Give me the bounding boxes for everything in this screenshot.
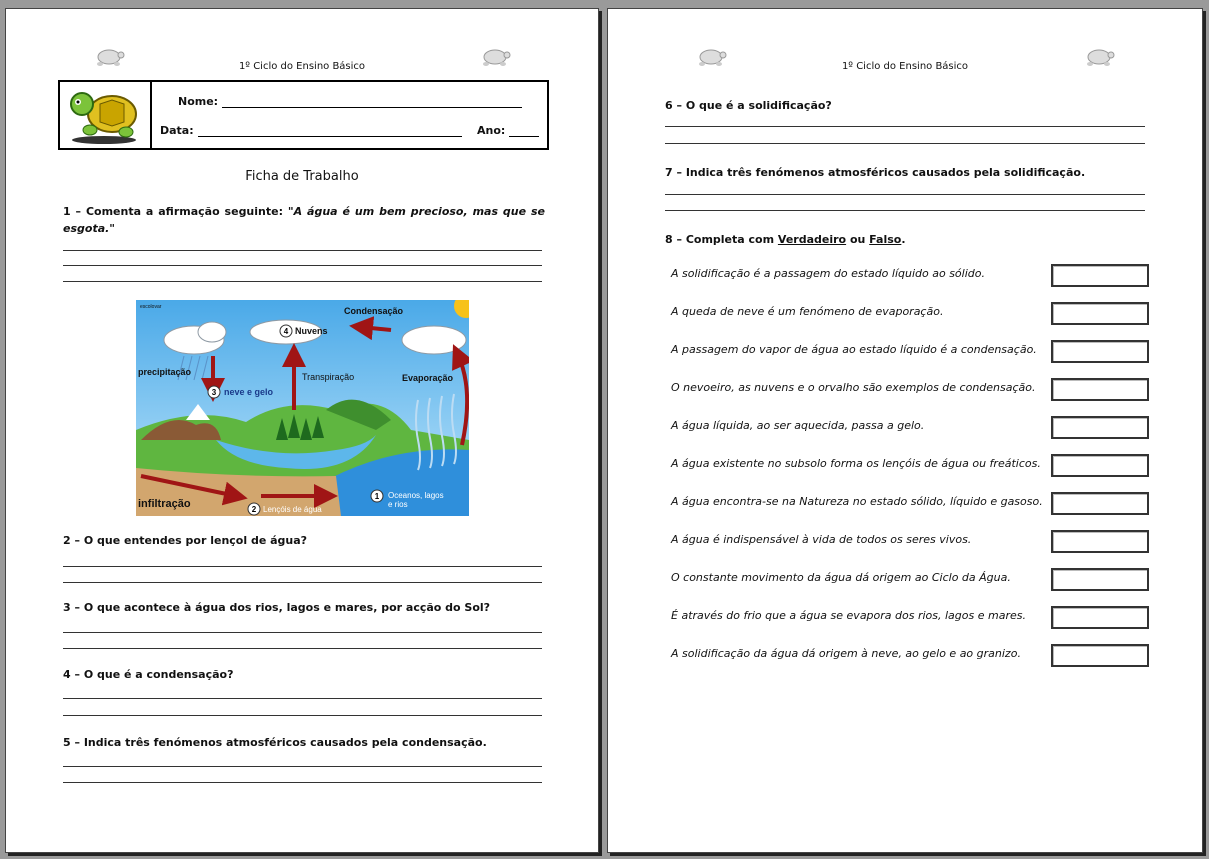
answer-line[interactable] — [63, 648, 542, 649]
label-evaporacao: Evaporação — [402, 373, 454, 383]
answer-box[interactable] — [1051, 264, 1149, 287]
answer-box[interactable] — [1051, 416, 1149, 439]
answer-line[interactable] — [63, 250, 542, 251]
date-label: Data: — [160, 124, 194, 137]
worksheet-title: Ficha de Trabalho — [245, 169, 359, 184]
answer-line[interactable] — [63, 782, 542, 783]
label-condensacao: Condensação — [344, 306, 404, 316]
year-field[interactable] — [477, 124, 539, 137]
question-1 — [63, 203, 545, 237]
question-7: 7 – Indica três fenómenos atmosféricos causados pela solidificação. — [665, 166, 1086, 179]
label-oceanos-1: Oceanos, lagos — [388, 491, 444, 500]
statement-text: A água encontra-se na Natureza no estado sólido, líquido e gasoso. — [671, 495, 1043, 508]
answer-line[interactable] — [63, 766, 542, 767]
diagram-credit: escolovar — [140, 304, 162, 310]
date-field[interactable] — [160, 124, 462, 137]
question-8-dot: . — [901, 233, 906, 246]
label-oceanos-2: e rios — [388, 500, 408, 509]
name-field[interactable] — [178, 95, 522, 108]
answer-line[interactable] — [63, 265, 542, 266]
answer-line[interactable] — [665, 143, 1145, 144]
answer-line[interactable] — [63, 715, 542, 716]
answer-box[interactable] — [1051, 606, 1149, 629]
statement-text: A queda de neve é um fenómeno de evaporação. — [671, 305, 944, 318]
answer-line[interactable] — [665, 210, 1145, 211]
statement-text: É através do frio que a água se evapora dos rios, lagos e mares. — [671, 609, 1026, 622]
student-id-box — [58, 80, 549, 150]
answer-box[interactable] — [1051, 340, 1149, 363]
answer-box[interactable] — [1051, 568, 1149, 591]
diagram-num: 3 — [211, 388, 217, 397]
statement-text: A água existente no subsolo forma os lençóis de água ou freáticos. — [671, 457, 1041, 470]
name-line[interactable] — [222, 95, 522, 108]
date-line[interactable] — [198, 124, 462, 137]
question-6: 6 – O que é a solidificação? — [665, 99, 832, 112]
answer-line[interactable] — [665, 126, 1145, 127]
year-label: Ano: — [477, 124, 506, 137]
answer-line[interactable] — [63, 281, 542, 282]
statement-text: A solidificação é a passagem do estado líquido ao sólido. — [671, 267, 985, 280]
answer-box[interactable] — [1051, 530, 1149, 553]
false-word: Falso — [869, 233, 902, 246]
question-8 — [665, 231, 906, 248]
worksheet-page-2 — [607, 8, 1203, 853]
diagram-num: 1 — [374, 492, 380, 501]
label-neve-gelo: neve e gelo — [224, 387, 274, 397]
question-2: 2 – O que entendes por lençol de água? — [63, 534, 308, 547]
question-1-text: 1 – Comenta a afirmação seguinte: — [63, 205, 283, 218]
answer-box[interactable] — [1051, 302, 1149, 325]
statement-text: A água é indispensável à vida de todos os seres vivos. — [671, 533, 972, 546]
worksheet-page-1 — [5, 8, 599, 853]
question-4: 4 – O que é a condensação? — [63, 668, 234, 681]
answer-box[interactable] — [1051, 644, 1149, 667]
label-lencois: Lençóis de água — [263, 505, 322, 514]
year-line[interactable] — [509, 124, 539, 137]
label-nuvens: Nuvens — [295, 326, 328, 336]
answer-line[interactable] — [665, 194, 1145, 195]
diagram-num: 2 — [251, 505, 257, 514]
or-word: ou — [849, 233, 866, 246]
statement-text: A passagem do vapor de água ao estado líquido é a condensação. — [671, 343, 1037, 356]
question-3: 3 – O que acontece à água dos rios, lagos e mares, por acção do Sol? — [63, 601, 491, 614]
statement-text: A solidificação da água dá origem à neve, ao gelo e ao granizo. — [671, 647, 1021, 660]
question-1-quote: "A água é um bem precioso, mas que se esgota." — [63, 205, 545, 235]
water-cycle-diagram — [136, 300, 469, 516]
name-label: Nome: — [178, 95, 219, 108]
turtle-logo — [60, 82, 152, 148]
page-header: 1º Ciclo do Ensino Básico — [238, 61, 366, 72]
diagram-num: 4 — [283, 327, 289, 336]
answer-box[interactable] — [1051, 454, 1149, 477]
statement-text: A água líquida, ao ser aquecida, passa a gelo. — [671, 419, 925, 432]
page-header: 1º Ciclo do Ensino Básico — [841, 61, 969, 72]
question-5: 5 – Indica três fenómenos atmosféricos causados pela condensação. — [63, 736, 487, 749]
true-word: Verdadeiro — [777, 233, 847, 246]
turtle-logo-icon — [60, 82, 150, 148]
statement-text: O constante movimento da água dá origem ao Ciclo da Água. — [671, 571, 1011, 584]
answer-line[interactable] — [63, 566, 542, 567]
label-precipitacao: precipitação — [138, 367, 192, 377]
answer-box[interactable] — [1051, 378, 1149, 401]
question-8-text: 8 – Completa com — [665, 233, 775, 246]
answer-line[interactable] — [63, 582, 542, 583]
label-infiltracao: infiltração — [138, 498, 191, 510]
answer-line[interactable] — [63, 698, 542, 699]
answer-line[interactable] — [63, 632, 542, 633]
statement-text: O nevoeiro, as nuvens e o orvalho são exemplos de condensação. — [671, 381, 1036, 394]
answer-box[interactable] — [1051, 492, 1149, 515]
label-transpiracao: Transpiração — [302, 372, 355, 382]
